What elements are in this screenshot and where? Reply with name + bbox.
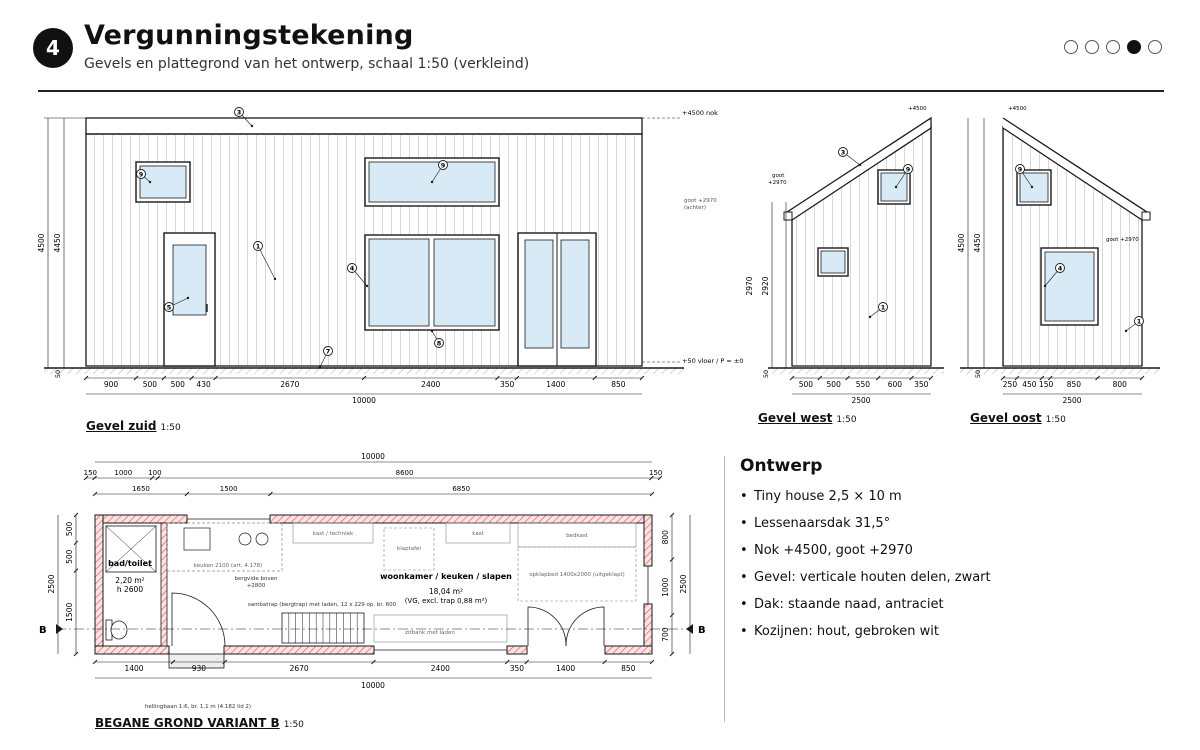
- level-goot-note: (achter): [684, 205, 706, 211]
- dim-label: 850: [621, 664, 636, 673]
- callout-number: 9: [1017, 165, 1023, 174]
- dim-total: 10000: [352, 396, 376, 405]
- dim-bottom-total: 10000: [361, 681, 385, 690]
- callout-dot: [431, 330, 433, 332]
- caption-gevel-zuid: [86, 419, 181, 433]
- dim-plinth: 50: [974, 369, 982, 379]
- callout-dot: [319, 366, 321, 368]
- caption-gevel-oost: [970, 411, 1066, 425]
- dim-plinth: 50: [762, 369, 770, 379]
- dim-label: 2670: [280, 380, 300, 389]
- panel-divider: [724, 456, 725, 722]
- dim-ticks: [84, 476, 662, 496]
- dim-label: 500: [65, 521, 74, 537]
- note-zitbank: zitbank met laden: [405, 630, 455, 636]
- roof-fascia: [86, 118, 642, 134]
- dim-label: 600: [887, 380, 903, 389]
- callout-dot: [895, 186, 897, 188]
- dim-label: 2400: [421, 380, 441, 389]
- callout-dot: [1125, 330, 1127, 332]
- dim-label: 800: [661, 530, 670, 545]
- callout-number: 1: [1136, 317, 1142, 326]
- callout-number: 9: [905, 165, 911, 174]
- dim-label: 150: [83, 469, 97, 477]
- hob-ring: [256, 533, 268, 545]
- wall: [224, 646, 374, 654]
- callout-number: 4: [1057, 264, 1063, 273]
- level-goot: goot +2970: [684, 198, 717, 204]
- level-goot-value: +2970: [768, 180, 787, 186]
- dim-total-height: 2970: [745, 276, 754, 296]
- callout-dot: [149, 181, 151, 183]
- wall: [95, 515, 103, 654]
- dim-total-height: 4500: [37, 233, 46, 253]
- callout-dot: [274, 278, 276, 280]
- dim-label: 850: [1066, 380, 1082, 389]
- dim-label: 500: [826, 380, 841, 389]
- caption-title: Gevel zuid: [86, 419, 157, 433]
- note-hellingbaan: hellingbaan 1:6, br. 1,1 m (4.182 lid 2): [144, 704, 252, 710]
- room-bad-label: bad/toilet: [108, 559, 152, 568]
- window-glass: [1045, 252, 1094, 321]
- dim-label: 850: [611, 380, 626, 389]
- dim-label: 430: [196, 380, 211, 389]
- note-bedkast: bedkast: [566, 533, 588, 539]
- dim-label: 800: [1112, 380, 1127, 389]
- dim-total: 2500: [1062, 396, 1082, 405]
- callout-dot: [187, 297, 189, 299]
- dim-labels: [124, 664, 635, 673]
- dim-labels: [84, 469, 663, 477]
- dim-total: 2500: [851, 396, 871, 405]
- caption-title: BEGANE GROND VARIANT B: [95, 716, 280, 730]
- gutter: [1142, 212, 1150, 220]
- dim-wall-height: 4450: [53, 233, 62, 253]
- callout-dot: [366, 285, 368, 287]
- design-item: • Nok +4500, goot +2970: [740, 542, 1010, 560]
- level-nok: +4500 nok: [682, 109, 718, 117]
- caption-scale: 1:50: [160, 423, 181, 433]
- dim-plinth: 50: [54, 369, 62, 379]
- window-glass: [140, 166, 186, 198]
- callout-number: 1: [880, 303, 886, 312]
- wall: [507, 646, 527, 654]
- dim-label: 350: [509, 664, 525, 673]
- ground-hatch: [768, 368, 944, 374]
- door-glass: [561, 240, 589, 348]
- partition: [161, 523, 167, 646]
- note-trap: sambatrap (bergtrap) met laden, 12 x 229 op. br. 600: [247, 602, 397, 608]
- dim-top-total: 10000: [361, 452, 385, 461]
- door-glass: [525, 240, 553, 348]
- room-bad-area: 2,20 m²: [115, 576, 145, 585]
- caption-plattegrond: [95, 716, 304, 730]
- dim-label: 350: [500, 380, 515, 389]
- toilet-bowl: [111, 621, 127, 639]
- dim-label: 1500: [65, 602, 74, 622]
- section-arrow: [686, 624, 693, 634]
- callout-dot: [859, 164, 861, 166]
- dim-label: 1400: [546, 380, 566, 389]
- level-goot: goot +2970: [1106, 237, 1139, 243]
- section-mark-right: B: [698, 625, 706, 636]
- design-item: • Kozijnen: hout, gebroken wit: [740, 623, 1010, 641]
- window-glass: [821, 251, 845, 273]
- caption-gevel-west: [758, 411, 857, 425]
- callout-number: 8: [436, 339, 442, 348]
- sink: [184, 528, 210, 550]
- room-living-note: (VG, excl. trap 0,88 m²): [404, 597, 488, 605]
- dim-label: 450: [1022, 380, 1037, 389]
- callout-dot: [251, 125, 253, 127]
- door-swing: [172, 593, 225, 646]
- dim-wall-height: 4450: [973, 233, 982, 253]
- dim-labels: [799, 380, 929, 389]
- dim-labels: [104, 380, 626, 389]
- level-top: +4500: [908, 106, 927, 112]
- dim-label: 6850: [452, 485, 471, 493]
- callout-number: 3: [236, 108, 242, 117]
- design-item: • Lessenaarsdak 31,5°: [740, 515, 1010, 533]
- callout-number: 5: [166, 303, 172, 312]
- door-swing: [566, 607, 604, 646]
- dim-labels: [132, 485, 470, 493]
- window-glass: [369, 239, 429, 326]
- note-opklapbed: opklapbed 1400x2000 (uitgeklapt): [529, 572, 625, 578]
- ground-hatch: [44, 368, 684, 374]
- wall: [270, 515, 652, 523]
- design-item: • Dak: staande naad, antraciet: [740, 596, 1010, 614]
- dim-label: 2400: [430, 664, 450, 673]
- callout-dot: [1031, 186, 1033, 188]
- room-living-area: 18,04 m²: [428, 587, 464, 596]
- gutter: [784, 212, 792, 220]
- dim-label: 1400: [556, 664, 576, 673]
- wall: [95, 515, 187, 523]
- callout-number: 9: [138, 170, 144, 179]
- page-title: Vergunningstekening: [84, 20, 414, 51]
- callout-number: 7: [325, 347, 331, 356]
- level-top: +4500: [1008, 106, 1027, 112]
- window-glass: [434, 239, 495, 326]
- dim-label: 900: [103, 380, 119, 389]
- dim-label: 2670: [289, 664, 309, 673]
- dim-label: 250: [1002, 380, 1018, 389]
- callout-number: 1: [255, 242, 261, 251]
- dim-label: 1400: [124, 664, 144, 673]
- dim-label: 500: [65, 549, 74, 564]
- callout-number: 9: [440, 161, 446, 170]
- bench: [374, 615, 507, 642]
- window-glass: [1020, 173, 1048, 202]
- callout-dot: [869, 316, 871, 318]
- gevel-west: [745, 106, 944, 405]
- dim-label: 500: [142, 380, 158, 389]
- note-kast: kast: [472, 531, 484, 537]
- callout-dot: [431, 181, 433, 183]
- plattegrond: [39, 452, 706, 710]
- caption-scale: 1:50: [836, 415, 857, 425]
- wall: [95, 646, 169, 654]
- dim-wall-height: 2920: [761, 276, 770, 296]
- dim-label: 350: [914, 380, 929, 389]
- ground-hatch: [960, 368, 1160, 374]
- step-badge: 4: [33, 28, 73, 68]
- design-item: • Gevel: verticale houten delen, zwart: [740, 569, 1010, 587]
- dim-label: 500: [170, 380, 185, 389]
- level-goot: goot: [772, 173, 785, 179]
- callout-number: 3: [840, 148, 846, 157]
- dim-right-total: 2500: [679, 574, 688, 594]
- dim-label: 500: [798, 380, 814, 389]
- door-glass: [173, 245, 206, 315]
- design-item: • Tiny house 2,5 × 10 m: [740, 488, 1010, 506]
- note-kast-techniek: kast / techniek: [312, 531, 354, 537]
- dim-label: 1500: [219, 485, 238, 493]
- dim-labels: [1003, 380, 1127, 389]
- dim-label: 930: [191, 664, 207, 673]
- note-klaptafel: klaptafel: [397, 546, 421, 552]
- wall: [644, 515, 652, 566]
- section-mark-left: B: [39, 625, 47, 636]
- dim-label: 1650: [132, 485, 150, 493]
- caption-title: Gevel west: [758, 411, 833, 425]
- note-bergvide: bergvide boven: [234, 576, 278, 582]
- design-list: [740, 488, 1010, 641]
- caption-scale: 1:50: [283, 720, 304, 730]
- dim-label: 8600: [395, 469, 414, 477]
- callout-dot: [1044, 285, 1046, 287]
- caption-title: Gevel oost: [970, 411, 1042, 425]
- dim-left-total: 2500: [47, 574, 56, 594]
- gevel-zuid: [37, 108, 744, 406]
- door-swing: [528, 607, 566, 646]
- gevel-oost: [957, 106, 1160, 405]
- dim-total-height: 4500: [957, 233, 966, 253]
- hob-ring: [239, 533, 251, 545]
- dim-label: 1000: [661, 577, 670, 597]
- note-keuken: keuken 2100 (art. 4.178): [193, 563, 263, 569]
- section-arrow: [56, 624, 63, 634]
- page-subtitle: Gevels en plattegrond van het ontwerp, schaal 1:50 (verkleind): [84, 56, 530, 72]
- dim-label: 100: [148, 469, 162, 477]
- wall: [605, 646, 652, 654]
- note-bergvide-level: +2800: [246, 583, 266, 589]
- level-vloer: +50 vloer / P = ±0: [682, 357, 744, 365]
- dim-label: 550: [855, 380, 871, 389]
- room-bad-height: h 2600: [116, 585, 144, 594]
- caption-scale: 1:50: [1045, 415, 1066, 425]
- dim-label: 150: [1038, 380, 1054, 389]
- room-living-label: woonkamer / keuken / slapen: [380, 572, 512, 581]
- window-glass: [881, 173, 907, 201]
- design-panel: [740, 456, 1010, 650]
- dim-label: 1000: [114, 469, 133, 477]
- callout-number: 4: [349, 264, 355, 273]
- dim-label: 700: [661, 627, 670, 642]
- dim-label: 150: [649, 469, 663, 477]
- design-title: Ontwerp: [740, 456, 823, 476]
